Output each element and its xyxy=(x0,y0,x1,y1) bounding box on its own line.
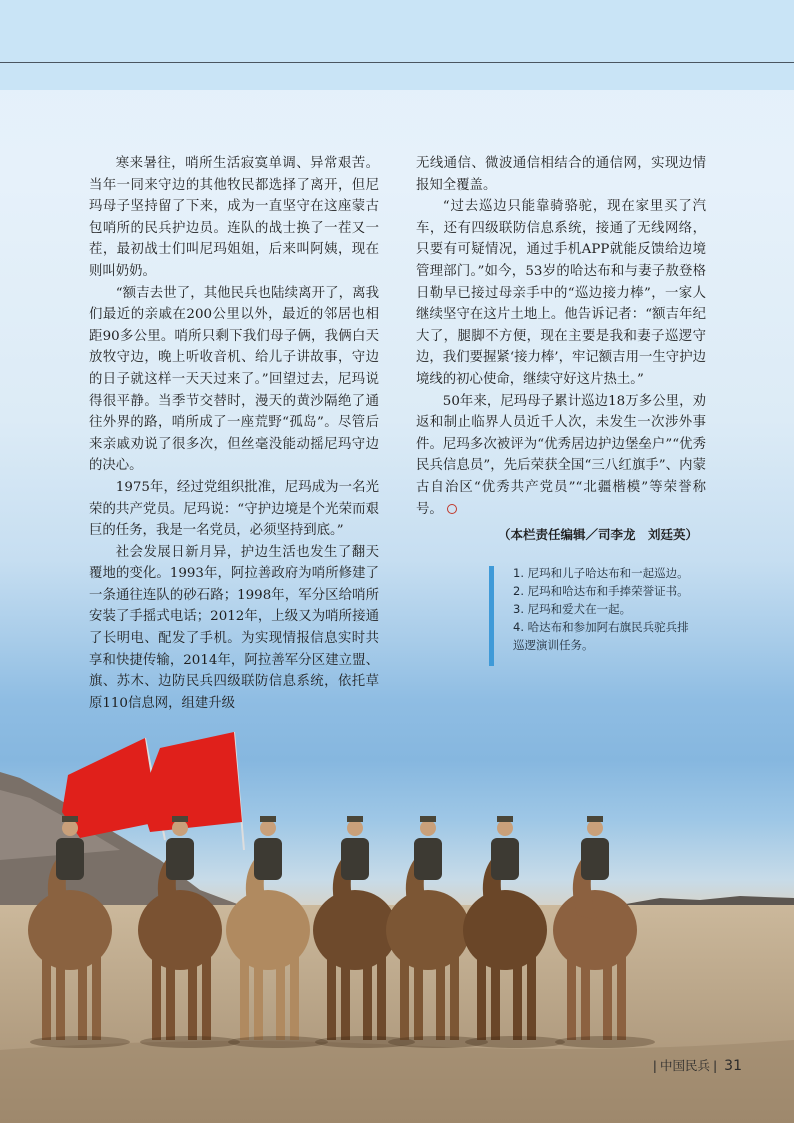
caption-item: 1. 尼玛和儿子哈达布和一起巡边。 xyxy=(513,566,689,580)
flag-2 xyxy=(140,732,244,850)
article-paragraph xyxy=(416,391,706,521)
caption-item: 巡逻演训任务。 xyxy=(513,638,594,652)
header-rule xyxy=(0,62,794,63)
caption-accent-bar xyxy=(489,566,494,666)
article-paragraph: 1975年，经过党组织批准，尼玛成为一名光荣的共产党员。尼玛说：“守护边境是个光荣而艰巨的任务，我是一名党员，必须坚持到底。” xyxy=(89,479,379,539)
article-right-column xyxy=(416,153,706,546)
photo-captions xyxy=(513,564,713,654)
end-mark-icon xyxy=(447,504,457,514)
article-left-column xyxy=(89,153,379,714)
editor-credit: （本栏责任编辑／司李龙 刘廷英） xyxy=(497,527,698,543)
page-footer: | 中国民兵 | 31 xyxy=(652,1058,742,1074)
article-paragraph: “过去巡边只能靠骑骆驼，现在家里买了汽车，还有四级联防信息系统，接通了无线网络，只要有可疑情况，通过手机APP就能反馈给边境管理部门。”如今，53岁的哈达布和与妻子敖登格日勒早已接过母亲手中的“巡边接力棒”，一家人继续坚守在这片土地上。他告诉记者：“额吉年纪大了，腿脚不方便，现在主要是我和妻子巡逻守边，我们要握紧‘接力棒’，牢记额吉用一生守护边境线的初心使命，继续守好这片热土。” xyxy=(416,199,706,387)
caption-item: 2. 尼玛和哈达布和手捧荣誉证书。 xyxy=(513,584,689,598)
page-number: 31 xyxy=(724,1058,742,1074)
article-paragraph: 社会发展日新月异，护边生活也发生了翻天覆地的变化。1993年，阿拉善政府为哨所修建了一条通往连队的砂石路；1998年，军分区给哨所安装了手摇式电话；2012年，上级又为哨所接通了长明电、配发了手机。为实现情报信息实时共享和快捷传输，2014年，阿拉善军分区建立盟、旗、苏木、边防民兵四级联防信息系统，依托草原110信息网，组建升级 xyxy=(89,544,379,711)
magazine-name: 中国民兵 xyxy=(659,1058,710,1073)
header-band xyxy=(0,0,794,90)
caption-item: 3. 尼玛和爱犬在一起。 xyxy=(513,602,632,616)
article-paragraph-text: 50年来，尼玛母子累计巡边18万多公里，劝返和制止临界人员近千人次，未发生一次涉外事件。尼玛多次被评为“优秀居边护边堡垒户”“优秀民兵信息员”，先后荣获全国“三八红旗手”、内蒙古自治区“优秀共产党员”“北疆楷模”等荣誉称号。 xyxy=(416,393,706,517)
article-paragraph: 寒来暑往，哨所生活寂寞单调、异常艰苦。当年一同来守边的其他牧民都选择了离开，但尼玛母子坚持留了下来，成为一直坚守在这座蒙古包哨所的民兵护边员。连队的战士换了一茬又一茬，最初战士们叫尼玛姐姐，后来叫阿姨，现在则叫奶奶。 xyxy=(89,156,379,279)
caption-item: 4. 哈达布和参加阿右旗民兵驼兵排 xyxy=(513,620,689,634)
article-paragraph: “额吉去世了，其他民兵也陆续离开了，离我们最近的亲戚在200公里以外，最近的邻居也相距90多公里。哨所只剩下我们母子俩，我俩白天放牧守边，晚上听收音机、给儿子讲故事，守边的日子就这样一天天过来了。”回望过去，尼玛说得很平静。当季节交替时，漫天的黄沙隔绝了通往外界的路，哨所成了一座荒野“孤岛”。尽管后来亲戚劝说了很多次，但丝毫没能动摇尼玛守边的决心。 xyxy=(89,285,379,474)
article-paragraph-continued: 无线通信、微波通信相结合的通信网，实现边情报知全覆盖。 xyxy=(416,156,706,193)
